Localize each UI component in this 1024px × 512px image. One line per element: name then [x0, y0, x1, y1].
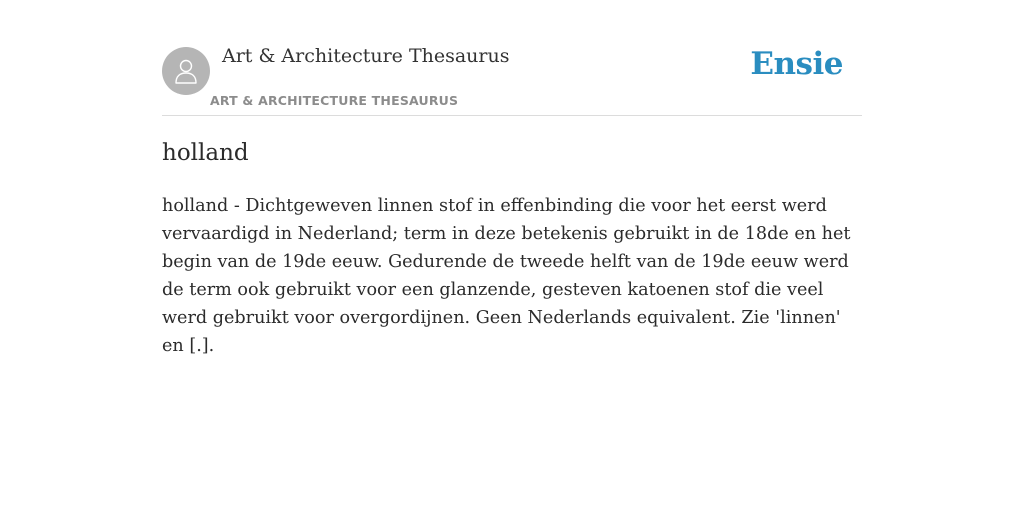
source-avatar[interactable]: [162, 47, 210, 95]
entry-definition: holland - Dichtgeweven linnen stof in effenbinding die voor het eerst werd vervaardigd in Nederland; term in deze betekenis gebruikt in de 18de en het begin van de 19de eeuw. Gedurende de tweede helft van de 19de eeuw werd de term ook gebruikt voor een glanzende, gesteven katoenen stof die veel werd gebruikt voor overgordijnen. Geen Nederlands equivalent. Zie 'linnen' en [.].: [162, 196, 851, 356]
ensie-logo[interactable]: Ensie: [750, 46, 843, 82]
user-silhouette-icon: [173, 57, 199, 85]
source-header: [162, 0, 862, 116]
source-title[interactable]: Art & Architecture Thesaurus: [222, 45, 510, 67]
source-subtitle: ART & ARCHITECTURE THESAURUS: [210, 93, 459, 108]
entry-card: [162, 0, 862, 356]
entry-title: holland: [162, 140, 249, 166]
